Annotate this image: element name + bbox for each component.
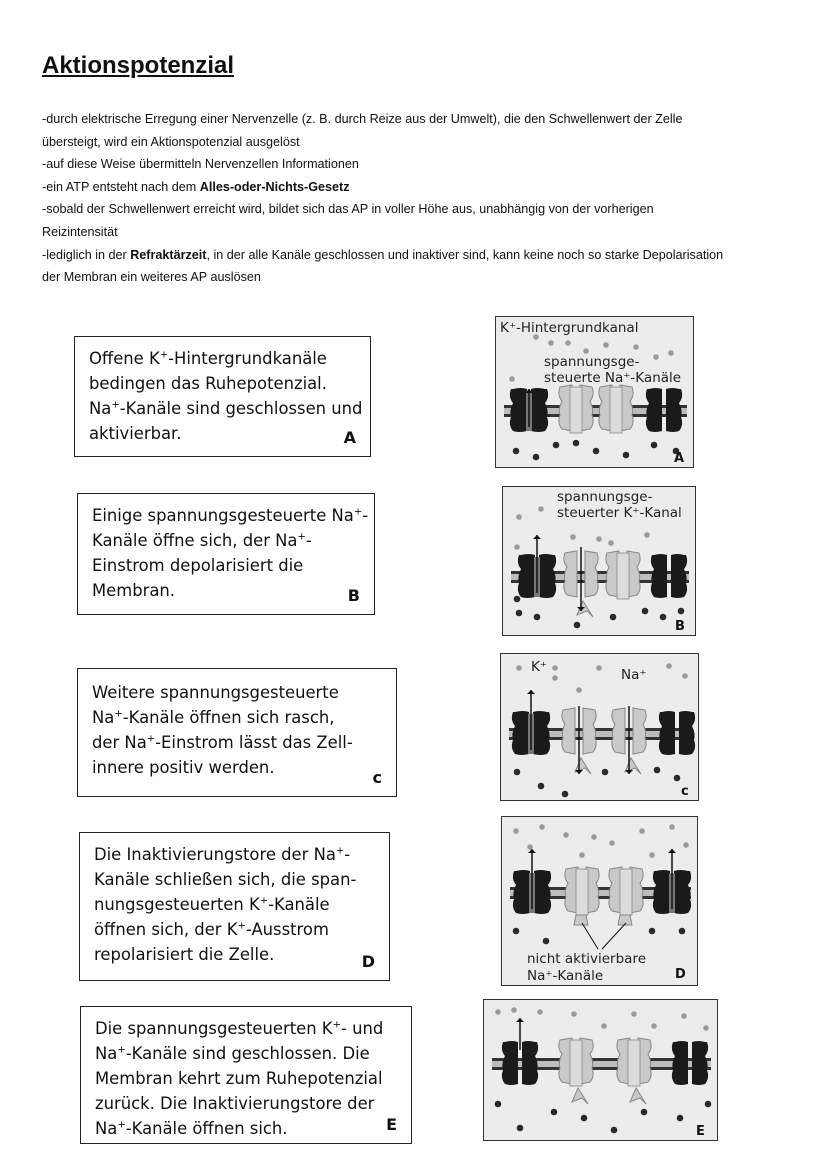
na-channel-core bbox=[570, 387, 582, 433]
ion-light-dot bbox=[538, 506, 544, 512]
step-text-segment: - und bbox=[340, 1019, 384, 1038]
k-channel-half bbox=[502, 1041, 518, 1085]
superscript-charge: + bbox=[259, 895, 269, 907]
na-channel-half bbox=[564, 551, 577, 597]
step-text-segment: bedingen das Ruhepotenzial. bbox=[89, 374, 327, 393]
step-text-segment: Na bbox=[95, 1119, 118, 1138]
ion-dark-dot bbox=[642, 608, 649, 615]
ion-dark-dot bbox=[551, 1109, 558, 1116]
ion-dark-dot bbox=[641, 1109, 648, 1116]
step-text-line bbox=[94, 892, 377, 917]
intro-line-text: -lediglich in der bbox=[42, 247, 131, 262]
ion-dark-dot bbox=[611, 1127, 618, 1134]
na-channel-core bbox=[620, 869, 632, 915]
step-text-segment: Offene K bbox=[89, 349, 160, 368]
diagram-b-label: steuerter K⁺-Kanal bbox=[557, 505, 682, 521]
step-text-segment: -Kanäle öffnen sich rasch, bbox=[122, 708, 335, 727]
ion-light-dot bbox=[552, 675, 558, 681]
ion-light-dot bbox=[651, 1023, 657, 1029]
ion-dark-dot bbox=[651, 442, 658, 449]
step-letter: A bbox=[343, 428, 356, 447]
ion-dark-dot bbox=[660, 614, 667, 621]
ion-light-dot bbox=[516, 665, 522, 671]
step-text-line bbox=[92, 503, 369, 528]
ion-light-dot bbox=[649, 852, 655, 858]
step-text-segment: Die Inaktivierungstore der Na bbox=[94, 845, 336, 864]
ion-light-dot bbox=[608, 540, 614, 546]
diagram-c bbox=[500, 653, 699, 801]
step-text-segment: Kanäle schließen sich, die span- bbox=[94, 870, 357, 889]
diagram-c-label-k: K⁺ bbox=[531, 659, 547, 675]
diagram-a-letter: A bbox=[674, 451, 685, 466]
superscript-charge: + bbox=[353, 506, 363, 518]
ion-light-dot bbox=[591, 834, 597, 840]
k-channel-half bbox=[534, 870, 551, 914]
ion-light-dot bbox=[653, 354, 659, 360]
ion-dark-dot bbox=[593, 448, 600, 455]
diagram-d-label: nicht aktivierbare bbox=[527, 951, 647, 967]
ion-dark-dot bbox=[534, 614, 541, 621]
ion-light-dot bbox=[570, 534, 576, 540]
intro-line: Reizintensität bbox=[42, 224, 118, 239]
ion-dark-dot bbox=[678, 608, 685, 615]
k-channel-half bbox=[666, 388, 682, 432]
diagram-c-label-na: Na⁺ bbox=[621, 667, 647, 683]
step-text-segment: - bbox=[344, 845, 351, 864]
step-letter: E bbox=[386, 1115, 397, 1134]
superscript-charge: + bbox=[297, 531, 306, 543]
diagram-a-label-na: spannungsge- bbox=[544, 354, 640, 370]
ion-dark-dot bbox=[610, 614, 617, 621]
k-channel-half bbox=[513, 870, 530, 914]
pointer-line bbox=[582, 923, 598, 949]
diagram-d-letter: D bbox=[675, 967, 686, 982]
step-text-line bbox=[94, 942, 377, 967]
ion-light-dot bbox=[681, 1013, 687, 1019]
step-text-segment: Einige spannungsgesteuerte Na bbox=[92, 506, 354, 525]
k-channel-half bbox=[692, 1041, 708, 1085]
diagram-a-label-na: steuerte Na⁺-Kanäle bbox=[544, 370, 682, 386]
step-text-segment: - bbox=[305, 531, 312, 550]
ion-light-dot bbox=[527, 844, 533, 850]
step-text-segment: Membran kehrt zum Ruhepotenzial bbox=[95, 1069, 383, 1088]
diagram-d bbox=[501, 816, 698, 986]
step-text-segment: -Kanäle sind geschlossen und bbox=[119, 399, 363, 418]
ion-light-dot bbox=[571, 1011, 577, 1017]
ion-light-dot bbox=[583, 348, 589, 354]
na-channel-core bbox=[617, 553, 629, 599]
step-box-c bbox=[77, 668, 397, 797]
intro-line: übersteigt, wird ein Aktionspotenzial ausgelöst bbox=[42, 134, 300, 149]
step-text-segment: Na bbox=[92, 708, 115, 727]
step-text-line bbox=[89, 346, 358, 371]
ion-light-dot bbox=[579, 852, 585, 858]
superscript-charge: + bbox=[159, 349, 169, 361]
na-channel-core bbox=[576, 869, 588, 915]
inactivation-gate bbox=[630, 1088, 646, 1104]
intro-line bbox=[42, 176, 792, 199]
ion-dark-dot bbox=[543, 938, 550, 945]
ion-light-dot bbox=[514, 544, 520, 550]
na-channel-core bbox=[628, 1040, 640, 1086]
k-channel-half bbox=[510, 388, 527, 432]
ion-light-dot bbox=[548, 340, 554, 346]
ion-dark-dot bbox=[538, 783, 545, 790]
intro-line bbox=[42, 244, 792, 267]
intro-bold-term: Alles-oder-Nichts-Gesetz bbox=[199, 179, 350, 194]
na-channel-half bbox=[562, 708, 575, 754]
diagram-c-graphic bbox=[501, 654, 699, 801]
arrow-head bbox=[516, 1018, 524, 1022]
superscript-charge: + bbox=[117, 1044, 126, 1056]
ion-light-dot bbox=[633, 344, 639, 350]
k-channel-half bbox=[539, 554, 556, 598]
step-text-segment: -Kanäle sind geschlossen. Die bbox=[125, 1044, 370, 1063]
ion-light-dot bbox=[596, 536, 602, 542]
step-text-line bbox=[92, 680, 384, 705]
superscript-charge: + bbox=[335, 845, 345, 857]
arrow-head bbox=[533, 535, 541, 539]
step-text-segment: -Einstrom lässt das Zell- bbox=[155, 733, 353, 752]
ion-dark-dot bbox=[654, 767, 661, 774]
ion-dark-dot bbox=[495, 1101, 502, 1108]
ion-light-dot bbox=[683, 842, 689, 848]
superscript-charge: + bbox=[111, 399, 120, 411]
ion-dark-dot bbox=[574, 622, 581, 629]
diagram-e-graphic bbox=[484, 1000, 718, 1141]
k-channel-half bbox=[522, 1041, 538, 1085]
intro-line: der Membran ein weiteres AP auslösen bbox=[42, 270, 261, 285]
arrow-head bbox=[668, 849, 676, 853]
k-channel-half bbox=[674, 870, 691, 914]
na-channel-core bbox=[610, 387, 622, 433]
diagram-e-letter: E bbox=[696, 1124, 705, 1139]
k-channel-half bbox=[672, 1041, 688, 1085]
na-channel-half bbox=[585, 551, 598, 597]
superscript-charge: + bbox=[332, 1019, 341, 1031]
ion-dark-dot bbox=[533, 454, 540, 461]
ion-light-dot bbox=[609, 840, 615, 846]
step-text-line bbox=[92, 528, 362, 553]
diagram-e bbox=[483, 999, 718, 1141]
inactivation-gate bbox=[572, 1088, 588, 1104]
step-text-segment: zurück. Die Inaktivierungstore der bbox=[95, 1094, 375, 1113]
intro-line-text: , in der alle Kanäle geschlossen und inaktiver sind, kann keine noch so starke Depolarisation bbox=[206, 247, 724, 262]
step-letter: c bbox=[372, 768, 382, 787]
step-text-line bbox=[95, 1016, 399, 1041]
ion-light-dot bbox=[682, 673, 688, 679]
ion-dark-dot bbox=[553, 442, 560, 449]
na-channel-half bbox=[633, 708, 646, 754]
ion-light-dot bbox=[668, 350, 674, 356]
step-box-e bbox=[80, 1006, 412, 1144]
ion-dark-dot bbox=[581, 1115, 588, 1122]
step-text-segment: Na bbox=[95, 1044, 118, 1063]
step-text-segment: innere positiv werden. bbox=[92, 758, 275, 777]
diagram-b bbox=[502, 486, 696, 636]
intro-line: -auf diese Weise übermitteln Nervenzellen Informationen bbox=[42, 157, 359, 172]
ion-light-dot bbox=[666, 663, 672, 669]
step-text-line bbox=[92, 553, 362, 578]
ion-dark-dot bbox=[649, 928, 656, 935]
step-text-line bbox=[95, 1091, 399, 1116]
ion-light-dot bbox=[516, 514, 522, 520]
step-text-segment: -Kanäle öffnen sich. bbox=[125, 1119, 288, 1138]
k-channel-half bbox=[531, 388, 548, 432]
intro-line-text: -ein ATP entsteht nach dem bbox=[42, 179, 200, 194]
k-channel-half bbox=[646, 388, 662, 432]
step-text-segment: repolarisiert die Zelle. bbox=[94, 945, 275, 964]
ion-light-dot bbox=[563, 832, 569, 838]
step-text-segment: Die spannungsgesteuerten K bbox=[95, 1019, 333, 1038]
ion-light-dot bbox=[603, 342, 609, 348]
intro-line: -sobald der Schwellenwert erreicht wird, bildet sich das AP in voller Höhe aus, unabhängig von der vorherigen bbox=[42, 202, 654, 217]
na-channel-half bbox=[583, 708, 596, 754]
diagram-b-letter: B bbox=[675, 619, 685, 634]
superscript-charge: + bbox=[117, 1119, 126, 1131]
ion-light-dot bbox=[576, 687, 582, 693]
k-channel-half bbox=[653, 870, 670, 914]
step-text-segment: öffnen sich, der K bbox=[94, 920, 238, 939]
ion-dark-dot bbox=[573, 440, 580, 447]
ion-light-dot bbox=[644, 532, 650, 538]
na-channel-core bbox=[570, 1040, 582, 1086]
ion-dark-dot bbox=[705, 1101, 712, 1108]
step-text-segment: Membran. bbox=[92, 581, 175, 600]
ion-dark-dot bbox=[517, 1125, 524, 1132]
diagram-d-label: Na⁺-Kanäle bbox=[527, 968, 604, 984]
step-text-segment: aktivierbar. bbox=[89, 424, 182, 443]
step-text-segment: Kanäle öffne sich, der Na bbox=[92, 531, 298, 550]
ion-dark-dot bbox=[623, 452, 630, 459]
arrow-head bbox=[527, 690, 535, 694]
ion-dark-dot bbox=[679, 928, 686, 935]
diagram-a-label-k: K⁺-Hintergrundkanal bbox=[500, 320, 639, 336]
step-text-segment: der Na bbox=[92, 733, 147, 752]
step-text-segment: -Ausstrom bbox=[245, 920, 329, 939]
ion-light-dot bbox=[601, 1023, 607, 1029]
step-text-line bbox=[92, 705, 384, 730]
intro-line: -durch elektrische Erregung einer Nervenzelle (z. B. durch Reize aus der Umwelt), die den Schwellenwert der Zelle bbox=[42, 112, 683, 126]
step-box-a bbox=[74, 336, 371, 457]
step-letter: D bbox=[361, 952, 375, 971]
step-text-line bbox=[92, 578, 362, 603]
intro-bold-term: Refraktärzeit bbox=[130, 247, 207, 262]
ion-dark-dot bbox=[513, 448, 520, 455]
ion-light-dot bbox=[511, 1007, 517, 1013]
step-text-line bbox=[94, 867, 377, 892]
step-text-segment: -Kanäle bbox=[268, 895, 330, 914]
inactivation-gate bbox=[574, 915, 588, 925]
ion-dark-dot bbox=[602, 769, 609, 776]
ion-dark-dot bbox=[562, 791, 569, 798]
ion-dark-dot bbox=[513, 928, 520, 935]
page-title: Aktionspotenzial bbox=[42, 52, 235, 79]
superscript-charge: + bbox=[114, 708, 123, 720]
ion-light-dot bbox=[669, 824, 675, 830]
step-text-line bbox=[94, 842, 377, 867]
step-text-segment: Weitere spannungsgesteuerte bbox=[92, 683, 339, 702]
ion-light-dot bbox=[565, 340, 571, 346]
step-box-d bbox=[79, 832, 390, 981]
step-text-line bbox=[94, 917, 377, 942]
step-text-segment: nungsgesteuerten K bbox=[94, 895, 260, 914]
k-channel-half bbox=[651, 554, 667, 598]
ion-light-dot bbox=[513, 828, 519, 834]
step-text-line bbox=[95, 1116, 399, 1141]
step-text-segment: - bbox=[362, 506, 369, 525]
ion-dark-dot bbox=[677, 1115, 684, 1122]
step-text-segment: -Hintergrundkanäle bbox=[168, 349, 327, 368]
pointer-line bbox=[602, 923, 626, 949]
superscript-charge: + bbox=[146, 733, 156, 745]
k-channel-half bbox=[679, 711, 695, 755]
na-channel-half bbox=[612, 708, 625, 754]
step-text-line bbox=[95, 1066, 399, 1091]
step-letter: B bbox=[347, 586, 360, 605]
ion-light-dot bbox=[703, 1025, 709, 1031]
step-box-b bbox=[77, 493, 375, 615]
ion-light-dot bbox=[509, 376, 515, 382]
step-text-line bbox=[89, 421, 358, 446]
ion-light-dot bbox=[495, 1009, 501, 1015]
ion-dark-dot bbox=[674, 775, 681, 782]
k-channel-half bbox=[533, 711, 550, 755]
ion-light-dot bbox=[537, 1009, 543, 1015]
ion-light-dot bbox=[552, 665, 558, 671]
step-text-line bbox=[89, 396, 363, 421]
ion-light-dot bbox=[539, 824, 545, 830]
superscript-charge: + bbox=[237, 920, 246, 932]
step-text-line bbox=[92, 730, 384, 755]
k-channel-half bbox=[671, 554, 687, 598]
k-channel-half bbox=[512, 711, 529, 755]
step-text-line bbox=[89, 371, 358, 396]
ion-light-dot bbox=[596, 665, 602, 671]
step-text-line bbox=[92, 755, 384, 780]
k-channel-half bbox=[518, 554, 535, 598]
ion-dark-dot bbox=[514, 596, 521, 603]
diagram-a-graphic bbox=[496, 317, 694, 468]
step-text-segment: Einstrom depolarisiert die bbox=[92, 556, 304, 575]
ion-light-dot bbox=[639, 828, 645, 834]
step-text-line bbox=[95, 1041, 399, 1066]
ion-dark-dot bbox=[516, 610, 523, 617]
step-text-segment: Na bbox=[89, 399, 112, 418]
diagram-b-label: spannungsge- bbox=[557, 489, 653, 505]
diagram-a bbox=[495, 316, 694, 468]
intro-text bbox=[42, 108, 792, 289]
diagram-c-letter: c bbox=[681, 784, 689, 799]
k-channel-half bbox=[659, 711, 675, 755]
ion-light-dot bbox=[631, 1011, 637, 1017]
ion-dark-dot bbox=[514, 769, 521, 776]
